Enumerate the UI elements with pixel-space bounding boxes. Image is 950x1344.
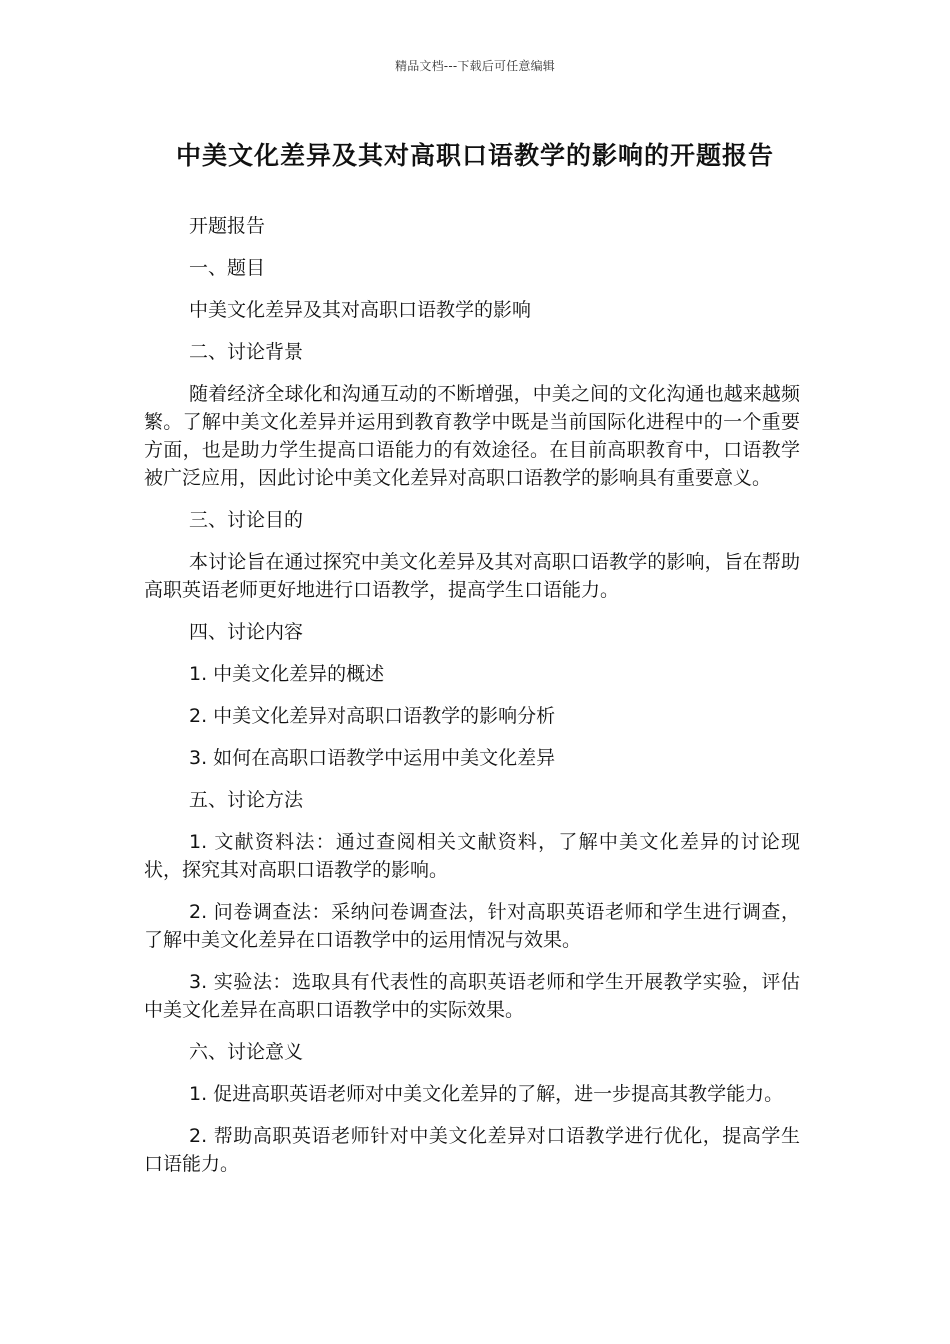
section-heading-topic: 一、题目	[189, 257, 266, 279]
section-heading-methods: 五、讨论方法	[189, 789, 304, 811]
method-item-1: 1. 文献资料法：通过查阅相关文献资料，了解中美文化差异的讨论现状，探究其对高职口语教学的影响。	[144, 831, 800, 881]
purpose-paragraph: 本讨论旨在通过探究中美文化差异及其对高职口语教学的影响，旨在帮助高职英语老师更好地进行口语教学，提高学生口语能力。	[144, 551, 800, 601]
content-item-3: 3. 如何在高职口语教学中运用中美文化差异	[189, 747, 556, 769]
method-item-3: 3. 实验法：选取具有代表性的高职英语老师和学生开展教学实验，评估中美文化差异在高职口语教学中的实际效果。	[144, 971, 800, 1021]
significance-item-1: 1. 促进高职英语老师对中美文化差异的了解，进一步提高其教学能力。	[189, 1083, 784, 1105]
section-heading-background: 二、讨论背景	[189, 341, 304, 363]
document-body	[144, 212, 800, 1192]
section-heading-significance: 六、讨论意义	[189, 1041, 304, 1063]
content-item-1: 1. 中美文化差异的概述	[189, 663, 385, 685]
label-report: 开题报告	[189, 215, 266, 237]
document-title: 中美文化差异及其对高职口语教学的影响的开题报告	[175, 141, 774, 170]
section-heading-purpose: 三、讨论目的	[189, 509, 304, 531]
content-item-2: 2. 中美文化差异对高职口语教学的影响分析	[189, 705, 556, 727]
significance-item-2: 2. 帮助高职英语老师针对中美文化差异对口语教学进行优化，提高学生口语能力。	[144, 1125, 800, 1175]
header-note: 精品文档---下载后可任意编辑	[395, 59, 555, 73]
background-paragraph: 随着经济全球化和沟通互动的不断增强，中美之间的文化沟通也越来越频繁。了解中美文化差异并运用到教育教学中既是当前国际化进程中的一个重要方面，也是助力学生提高口语能力的有效途径。在目前高职教育中，口语教学被广泛应用，因此讨论中美文化差异对高职口语教学的影响具有重要意义。	[144, 383, 800, 489]
topic-text: 中美文化差异及其对高职口语教学的影响	[189, 299, 532, 321]
section-heading-content: 四、讨论内容	[189, 621, 304, 643]
method-item-2: 2. 问卷调查法：采纳问卷调查法，针对高职英语老师和学生进行调查，了解中美文化差异在口语教学中的运用情况与效果。	[144, 901, 800, 951]
